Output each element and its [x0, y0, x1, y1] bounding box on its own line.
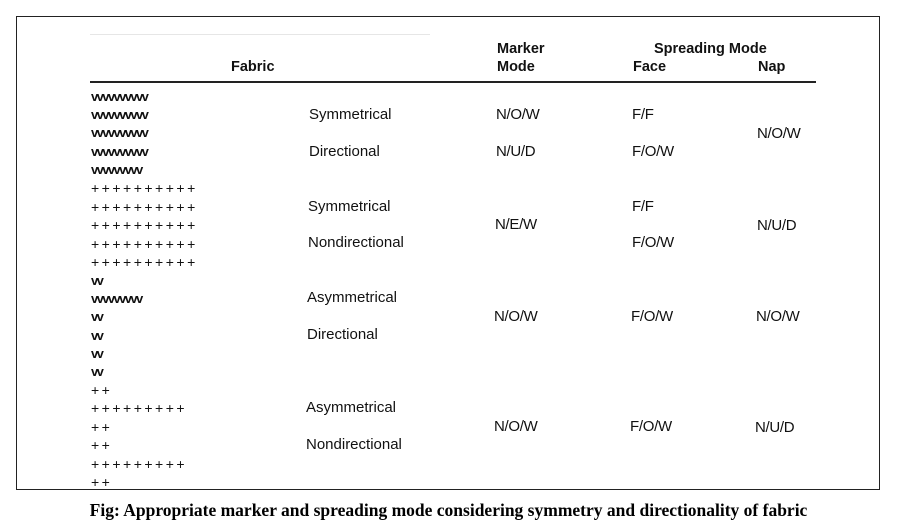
fabric-pattern-line: vv	[91, 328, 103, 343]
fabric-pattern-line: ++	[91, 382, 113, 398]
fabric-pattern-line: vvvvvvvvvv	[91, 89, 148, 104]
header-fabric: Fabric	[231, 59, 275, 75]
fabric-pattern-line: vvvvvvvvvv	[91, 144, 148, 159]
fabric-pattern-line: vvvvvvvvvv	[91, 107, 148, 122]
fabric-symmetry-label: Symmetrical	[309, 106, 392, 123]
header-rule	[90, 81, 816, 83]
header-nap: Nap	[758, 59, 786, 75]
fabric-symmetry-label: Asymmetrical	[306, 399, 397, 416]
fabric-pattern-line: vvvvvvvvv	[91, 162, 142, 177]
fabric-direction-label: Nondirectional	[306, 436, 402, 453]
face-mode-value: F/O/W	[632, 143, 674, 160]
header-marker-line1: Marker	[497, 41, 545, 57]
fabric-pattern-line: vv	[91, 273, 103, 288]
fabric-pattern-line: vvvvvvvvv	[91, 291, 142, 306]
fabric-pattern-line: ++	[91, 437, 113, 453]
header-marker-line2: Mode	[497, 59, 535, 75]
face-mode-value: F/F	[632, 198, 654, 215]
fabric-pattern-line: ++	[91, 419, 113, 435]
face-mode-value: F/O/W	[632, 234, 674, 251]
nap-mode-value: N/O/W	[756, 308, 800, 325]
marker-mode-value: N/O/W	[494, 308, 538, 325]
fabric-direction-label: Nondirectional	[308, 234, 404, 251]
fabric-pattern-line: ++++++++++	[91, 236, 198, 252]
marker-mode-value: N/O/W	[494, 418, 538, 435]
marker-mode-value: N/O/W	[496, 106, 540, 123]
marker-mode-value: N/U/D	[496, 143, 536, 160]
fabric-pattern-line: vv	[91, 309, 103, 324]
figure-frame	[16, 16, 880, 490]
fabric-pattern-line: ++	[91, 474, 113, 490]
fabric-direction-label: Directional	[307, 326, 378, 343]
nap-mode-value: N/U/D	[757, 217, 797, 234]
header-face: Face	[633, 59, 667, 75]
scan-artifact-line	[90, 34, 430, 35]
fabric-pattern-line: vv	[91, 346, 103, 361]
marker-mode-value: N/E/W	[495, 216, 537, 233]
fabric-pattern-line: ++++++++++	[91, 180, 198, 196]
fabric-pattern-line: +++++++++	[91, 400, 188, 416]
face-mode-value: F/O/W	[631, 308, 673, 325]
fabric-direction-label: Directional	[309, 143, 380, 160]
fabric-pattern-line: +++++++++	[91, 456, 188, 472]
fabric-pattern-line: ++++++++++	[91, 199, 198, 215]
fabric-symmetry-label: Symmetrical	[308, 198, 391, 215]
face-mode-value: F/O/W	[630, 418, 672, 435]
header-spreading-mode: Spreading Mode	[654, 41, 767, 57]
fabric-pattern-line: ++++++++++	[91, 254, 198, 270]
face-mode-value: F/F	[632, 106, 654, 123]
fabric-symmetry-label: Asymmetrical	[307, 289, 398, 306]
figure-caption: Fig: Appropriate marker and spreading mode considering symmetry and directionality of fabric	[89, 500, 808, 520]
fabric-pattern-line: ++++++++++	[91, 217, 198, 233]
fabric-pattern-line: vv	[91, 364, 103, 379]
nap-mode-value: N/O/W	[757, 125, 801, 142]
fabric-pattern-line: vvvvvvvvvv	[91, 125, 148, 140]
nap-mode-value: N/U/D	[755, 419, 795, 436]
